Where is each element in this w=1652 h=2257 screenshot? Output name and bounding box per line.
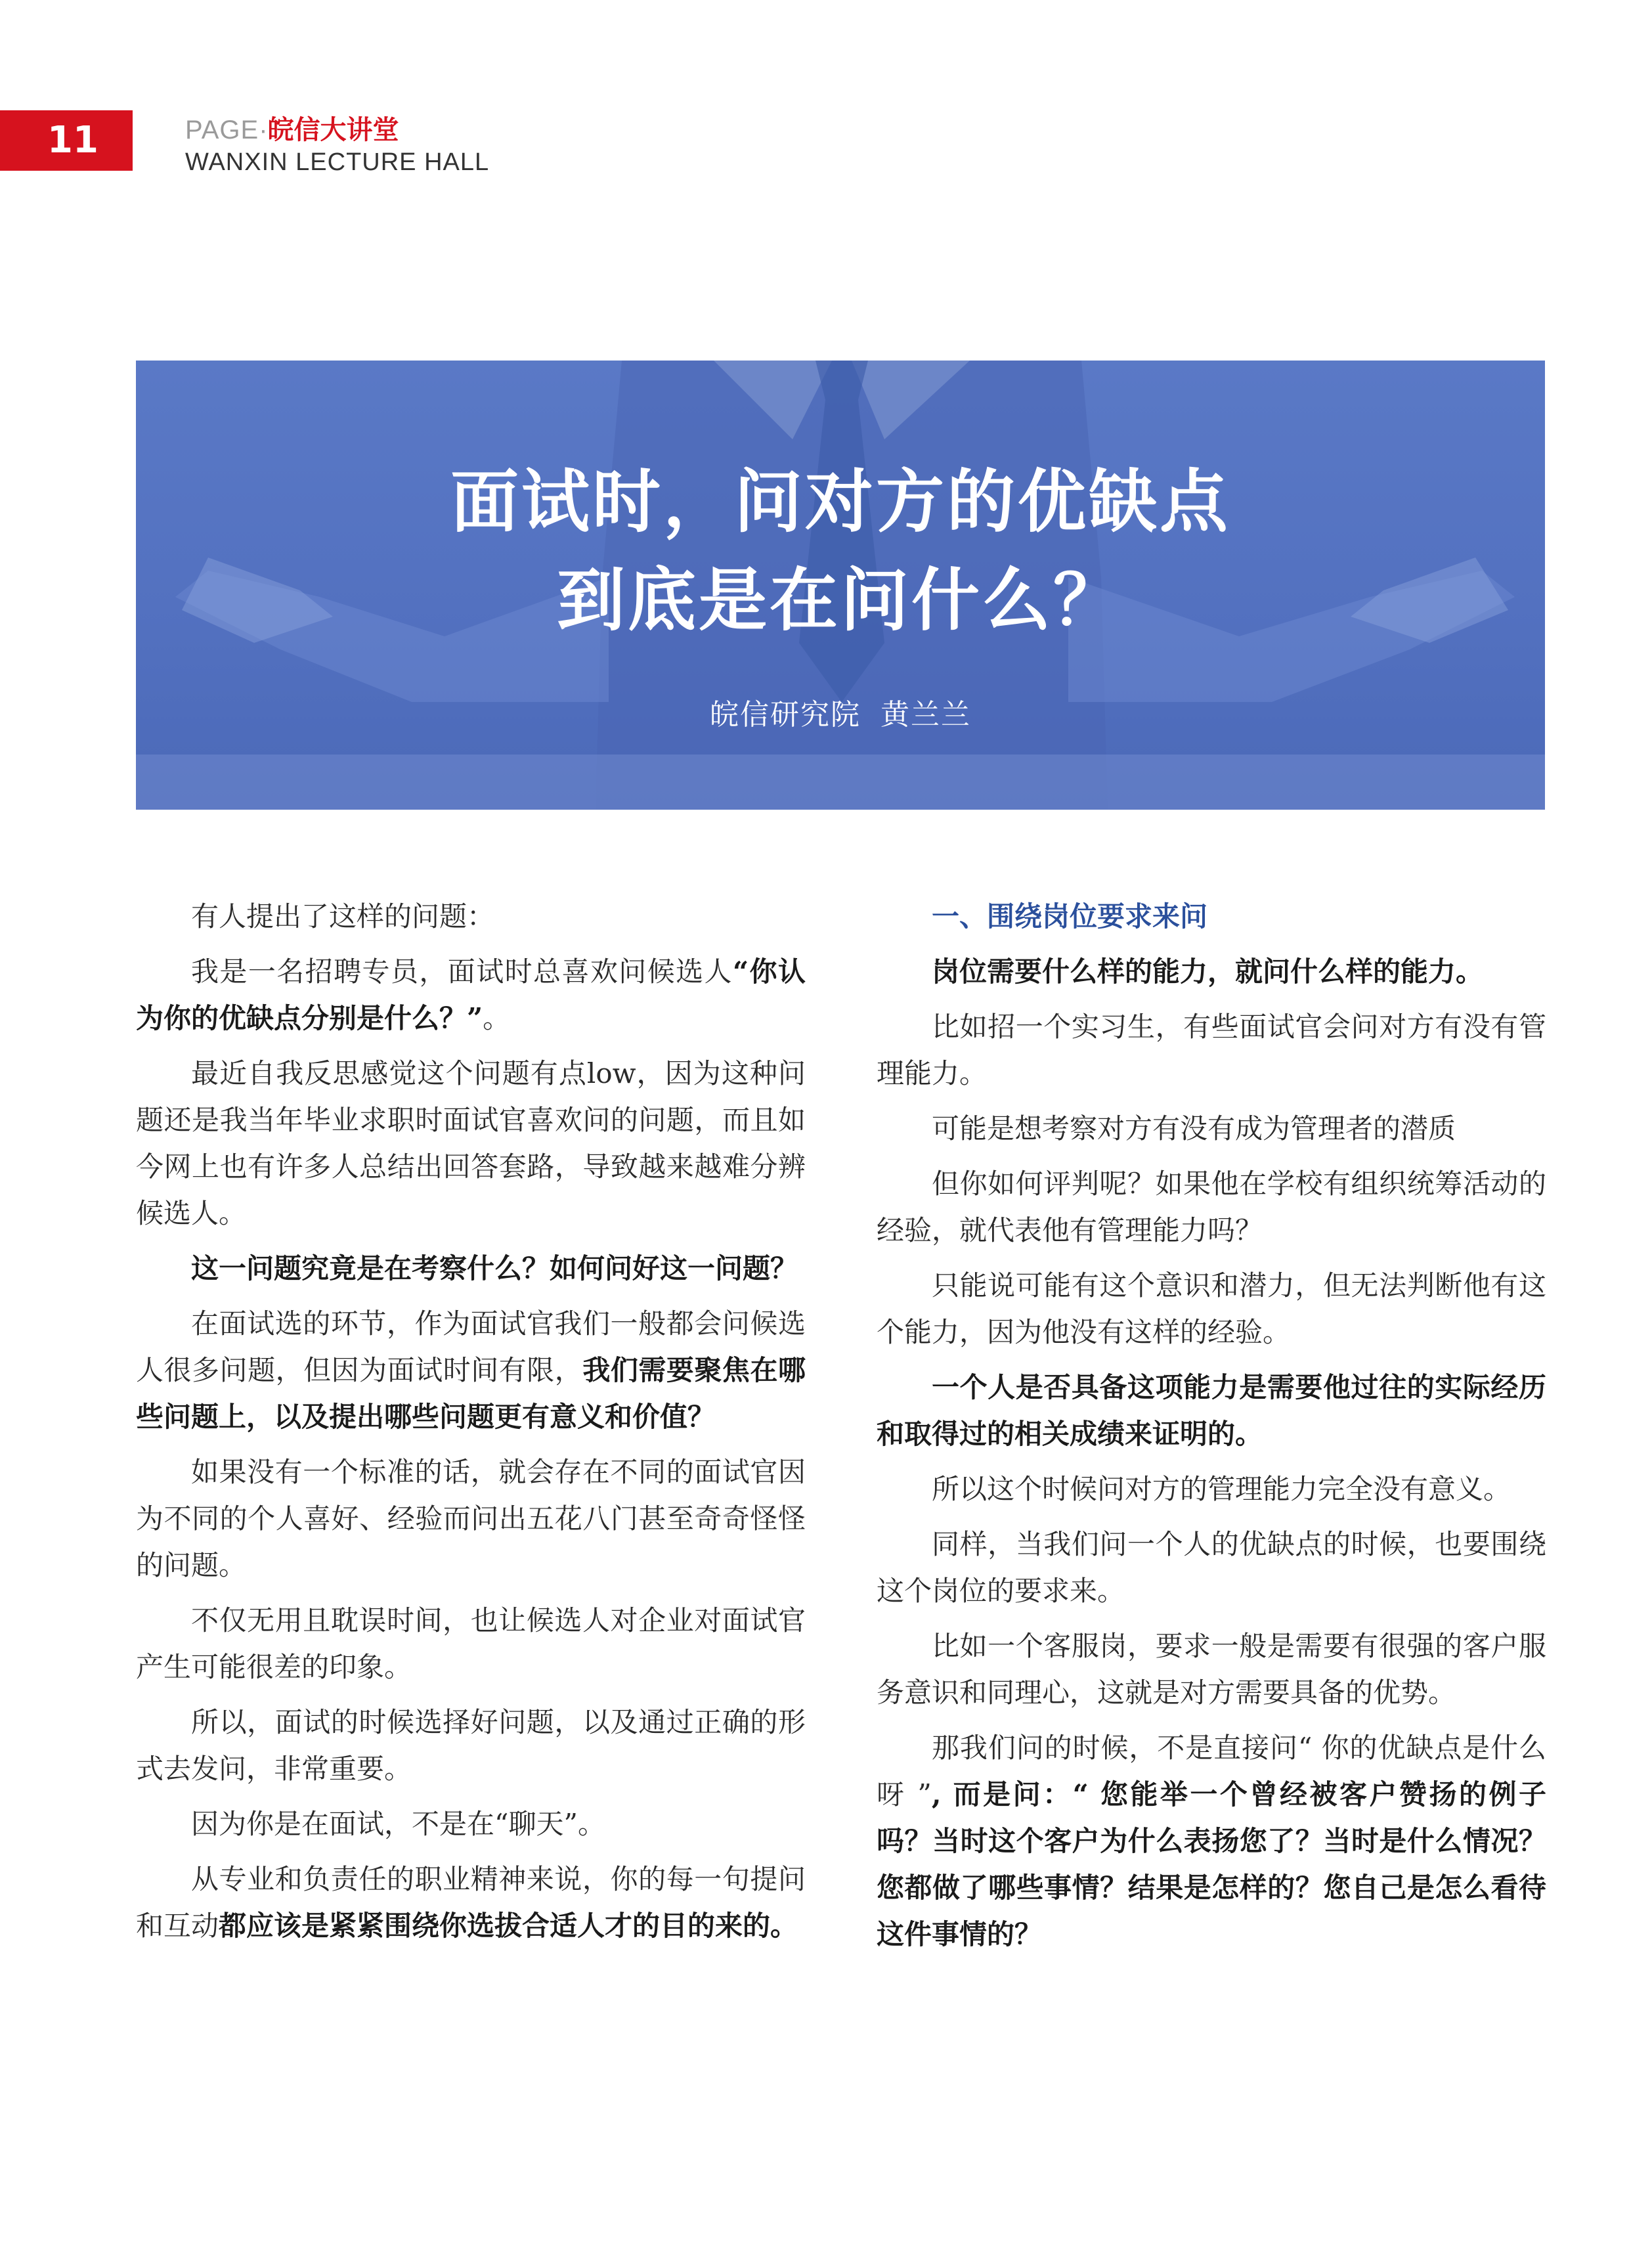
paragraph: 最近自我反思感觉这个问题有点low，因为这种问题还是我当年毕业求职时面试官喜欢问的问题，而且如今网上也有许多人总结出回答套路，导致越来越难分辨候选人。	[136, 1057, 806, 1229]
paragraph: 可能是想考察对方有没有成为管理者的潜质	[932, 1112, 1456, 1145]
paragraph: 因为你是在面试，不是在“聊天”。	[191, 1808, 605, 1840]
paragraph: 不仅无用且耽误时间，也让候选人对企业对面试官产生可能很差的印象。	[136, 1604, 806, 1683]
paragraph: 如果没有一个标准的话，就会存在不同的面试官因为不同的个人喜好、经验而问出五花八门甚至奇奇怪怪的问题。	[136, 1456, 806, 1581]
page-number: 11	[47, 119, 98, 162]
paragraph-text: 。	[483, 1002, 511, 1034]
article-author	[136, 695, 1545, 735]
article-banner	[136, 361, 1545, 810]
page-number-tab	[0, 110, 133, 171]
paragraph: 但你如何评判呢？如果他在学校有组织统筹活动的经验，就代表他有管理能力吗？	[877, 1168, 1546, 1246]
paragraph-bold: 一个人是否具备这项能力是需要他过往的实际经历和取得过的相关成绩来证明的。	[877, 1371, 1546, 1450]
paragraph-text: 在面试选的环节，作为面试官我们一般都会问候选人很多问题，但因为面试时间有限，	[136, 1307, 806, 1386]
paragraph	[136, 1856, 806, 1949]
page-label: PAGE	[185, 116, 259, 144]
section-heading: 一、围绕岗位要求来问	[932, 900, 1208, 932]
paragraph-emphasis: , 而是问：“ 您能举一个曾经被客户赞扬的例子吗？当时这个客户为什么表扬您了？当时是什么情况？您都做了哪些事情？结果是怎样的？您自己是怎么看待这件事情的？	[877, 1778, 1546, 1950]
right-column	[877, 893, 1546, 1966]
header-separator: ·	[259, 116, 268, 144]
paragraph: 同样，当我们问一个人的优缺点的时候，也要围绕这个岗位的要求来。	[877, 1528, 1546, 1607]
section-subtitle: WANXIN LECTURE HALL	[185, 148, 490, 176]
author-organization: 皖信研究院	[710, 698, 861, 732]
left-column	[136, 893, 806, 1958]
paragraph	[136, 1300, 806, 1440]
author-name: 黄兰兰	[880, 698, 971, 732]
paragraph: 比如招一个实习生，有些面试官会问对方有没有管理能力。	[877, 1011, 1546, 1089]
paragraph-bold: 岗位需要什么样的能力，就问什么样的能力。	[932, 955, 1484, 988]
paragraph-bold: 这一问题究竟是在考察什么？如何问好这一问题？	[191, 1252, 798, 1284]
paragraph: 所以，面试的时候选择好问题，以及通过正确的形式去发问，非常重要。	[136, 1706, 806, 1785]
paragraph-emphasis: 我们需要聚焦在哪些问题上，以及提出哪些问题更有意义和价值？	[136, 1354, 806, 1433]
paragraph: 只能说可能有这个意识和潜力，但无法判断他有这个能力，因为他没有这样的经验。	[877, 1269, 1546, 1348]
paragraph: 比如一个客服岗，要求一般是需要有很强的客户服务意识和同理心，这就是对方需要具备的优势。	[877, 1630, 1546, 1709]
paragraph: 所以这个时候问对方的管理能力完全没有意义。	[932, 1473, 1511, 1505]
paragraph-text: 我是一名招聘专员，面试时总喜欢问候选人	[191, 955, 733, 988]
paragraph-emphasis: 都应该是紧紧围绕你选拔合适人才的目的来的。	[219, 1910, 798, 1942]
section-header	[185, 110, 399, 150]
paragraph-text: 那我们问的时候，不是直接问“ 你的优缺点是什么呀 ”	[877, 1732, 1546, 1810]
brand-name: 皖信大讲堂	[267, 116, 399, 144]
article-title-line1: 面试时，问对方的优缺点	[450, 462, 1230, 542]
paragraph	[877, 1724, 1546, 1958]
paragraph-text: 从专业和负责任的职业精神来说，你的每一句提问和互动	[136, 1863, 806, 1942]
paragraph: 有人提出了这样的问题：	[191, 900, 495, 932]
article-title-line2: 到底是在问什么？	[556, 560, 1124, 640]
paragraph	[136, 948, 806, 1041]
paragraph-emphasis: “你认为你的优缺点分别是什么？”	[136, 955, 806, 1034]
